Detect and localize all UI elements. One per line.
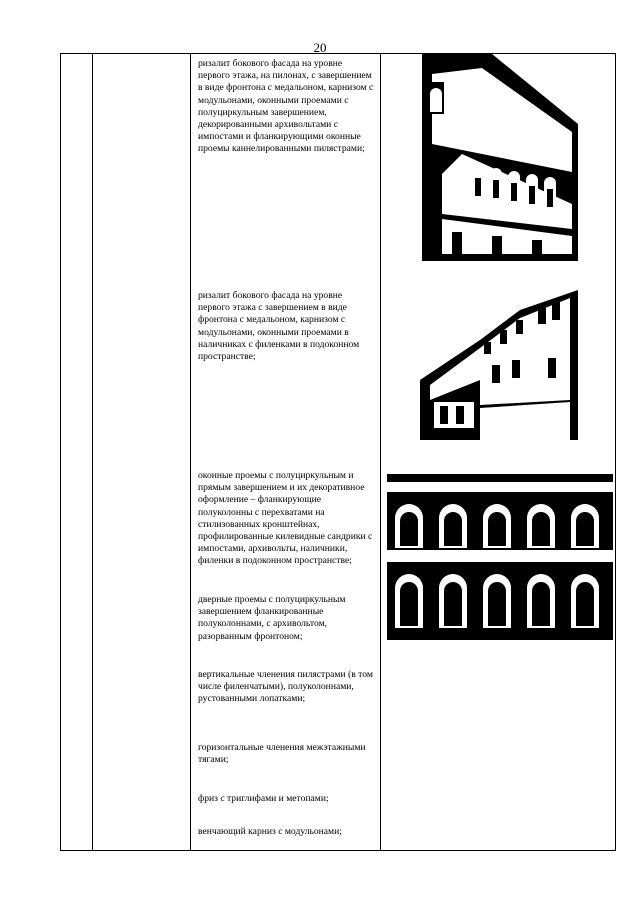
element-description-2: ризалит бокового фасада на уровне первого этажа с завершением в виде фронтона с медальоном, карнизом с модульонами, оконными проемами в наличниках с филенками в подоконном пространстве; xyxy=(198,290,360,363)
element-description-5: вертикальные членения пилястрами (в том числе филенчатыми), полуколоннами, рустованными лопатками; xyxy=(198,669,373,705)
element-description-8: венчающий карниз с модульонами; xyxy=(198,826,342,837)
column-divider xyxy=(92,54,93,850)
element-description-7: фриз с триглифами и метопами; xyxy=(198,793,329,804)
element-description-4: дверные проемы с полуциркульным завершением фланкированные полуколоннами, с архивольтом, разорванным фронтоном; xyxy=(198,594,346,642)
element-description-3: оконные проемы с полуциркульным и прямым завершением и их декоративное оформление – фланкирующие полуколонны с перехватами на стилизованных кронштейнах, профилированные килевидные сандрики с импостами, архивольты, наличники, филенки в подоконном пространстве; xyxy=(198,470,373,567)
element-description-1: ризалит бокового фасада на уровне первого этажа, на пилонах, с завершением в виде фронтона с медальоном, карнизом с модульонами, оконными проемами с полуциркульным завершением, декорированными архивольтами с импостами и фланкирующими оконные проемы каннелированными пилястрами; xyxy=(198,58,374,155)
column-divider xyxy=(190,54,191,850)
building-photo-2 xyxy=(420,290,578,440)
page-number: 20 xyxy=(313,40,327,55)
building-photo-3 xyxy=(387,466,613,640)
column-divider xyxy=(380,54,381,850)
building-photo-1 xyxy=(422,54,578,261)
element-description-6: горизонтальные членения межэтажными тягами; xyxy=(198,742,366,766)
heritage-table xyxy=(60,53,616,851)
